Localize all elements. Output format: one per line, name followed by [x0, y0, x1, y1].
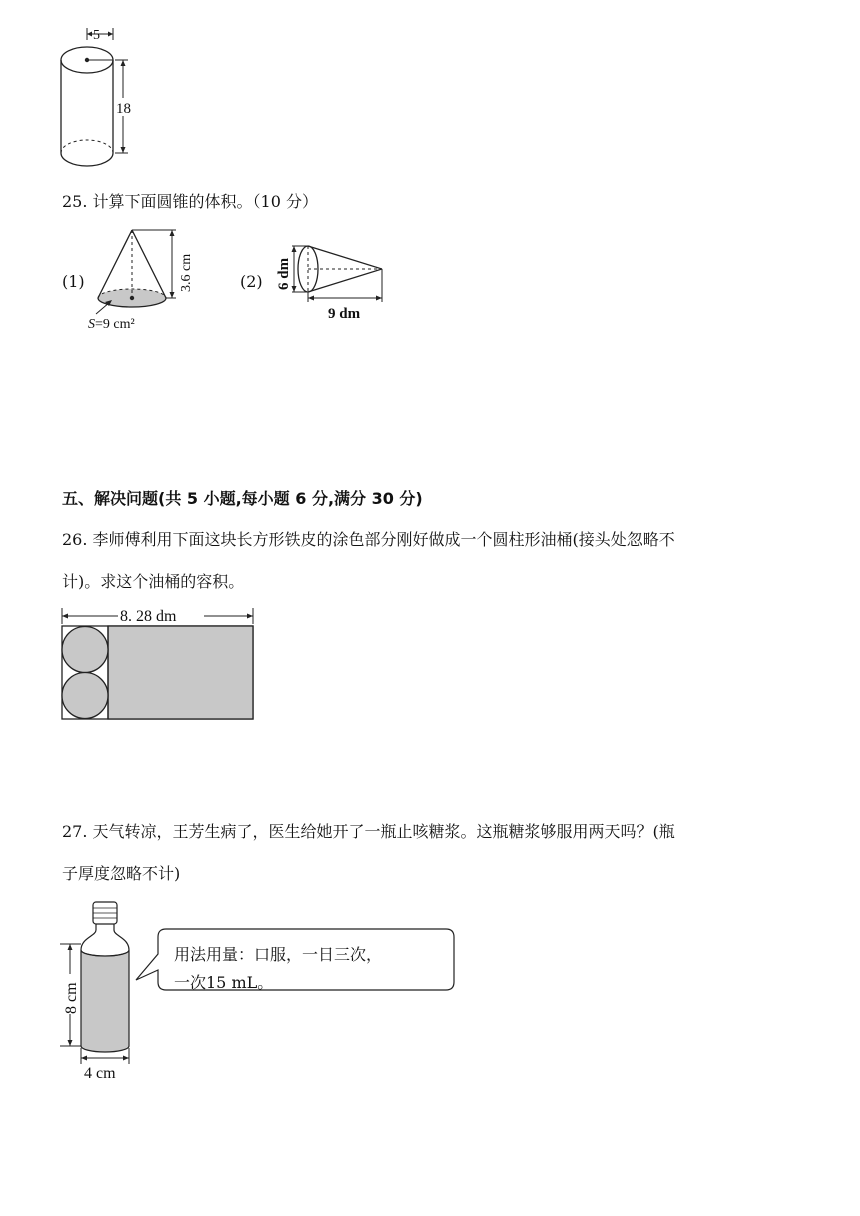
bottle-width-label: 4 cm: [84, 1065, 116, 1082]
dosage-instructions-line-1: 用法用量：口服，一日三次，: [174, 945, 383, 964]
question-27-line-1: 27. 天气转凉，王芳生病了，医生给她开了一瓶止咳糖浆。这瓶糖浆够服用两天吗？(瓶: [62, 822, 675, 841]
question-27-line-2: 子厚度忽略不计): [62, 864, 181, 883]
cone2-diameter-label: 6 dm: [276, 257, 292, 290]
cylinder-height-label: 18: [116, 101, 131, 117]
cone-figure-2: [262, 236, 392, 326]
q25-item2-label: (2): [240, 272, 263, 291]
cone-figure-1: [84, 222, 224, 332]
cylinder-figure: [50, 20, 150, 180]
question-26-line-2: 计)。求这个油桶的容积。: [62, 572, 245, 591]
q25-item1-label: (1): [62, 272, 85, 291]
question-26-line-1: 26. 李师傅利用下面这块长方形铁皮的涂色部分刚好做成一个圆柱形油桶(接头处忽略不: [62, 530, 675, 549]
section-5-title: 五、解决问题(共 5 小题,每小题 6 分,满分 30 分): [62, 489, 423, 508]
bottle-height-label: 8 cm: [63, 982, 80, 1014]
cone1-height-label: 3.6 cm: [179, 253, 194, 292]
question-25-text: 25. 计算下面圆锥的体积。（10 分）: [62, 192, 318, 211]
dosage-instructions-line-2: 一次15 mL。: [174, 973, 274, 992]
cone1-base-area-label: S=9 cm²: [88, 317, 135, 332]
sheet-width-label: 8. 28 dm: [120, 608, 177, 625]
cone2-length-label: 9 dm: [328, 306, 361, 322]
sheet-metal-figure: [58, 604, 258, 726]
cylinder-radius-label: 5: [93, 28, 100, 43]
